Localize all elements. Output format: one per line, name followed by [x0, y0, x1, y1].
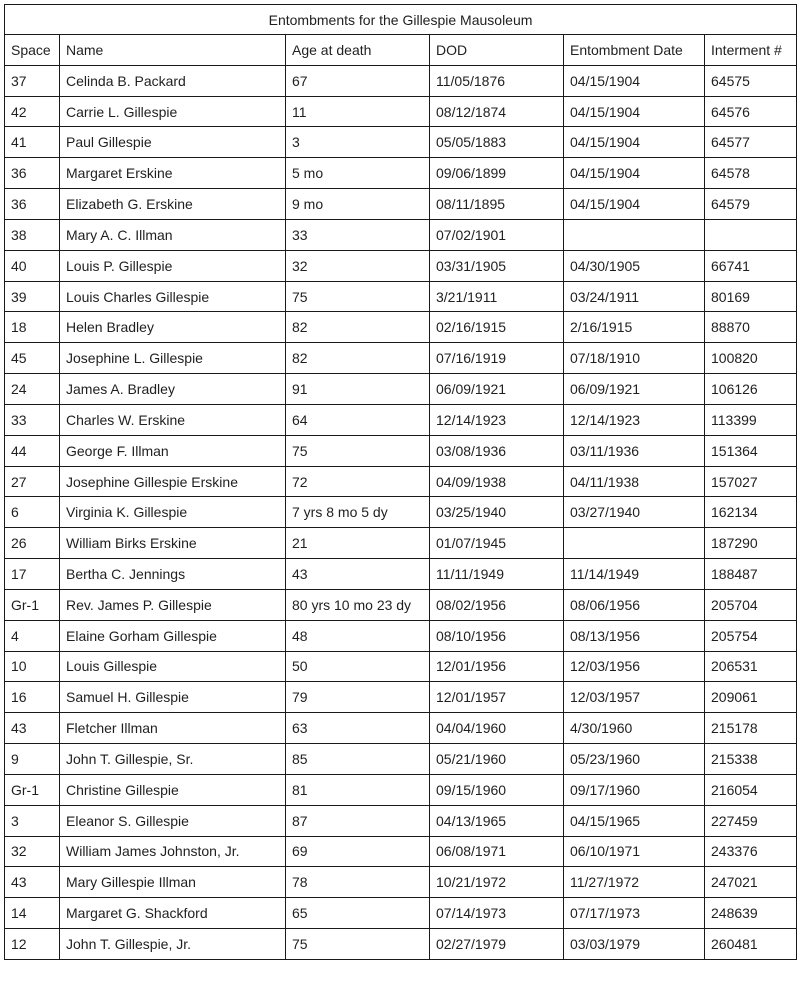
cell-space: 36 — [5, 189, 60, 220]
table-row — [5, 466, 797, 497]
cell-interment-number: 187290 — [705, 528, 797, 559]
entombment-sheet — [4, 4, 796, 960]
table-row — [5, 589, 797, 620]
cell-dod: 04/09/1938 — [430, 466, 564, 497]
cell-dod: 02/16/1915 — [430, 312, 564, 343]
cell-dod: 08/12/1874 — [430, 96, 564, 127]
cell-age-at-death: 32 — [286, 250, 430, 281]
cell-name: William Birks Erskine — [60, 528, 286, 559]
table-row — [5, 898, 797, 929]
column-header-interment-number: Interment # — [705, 35, 797, 66]
cell-dod: 09/15/1960 — [430, 774, 564, 805]
cell-interment-number: 209061 — [705, 682, 797, 713]
table-row — [5, 805, 797, 836]
cell-entombment-date: 4/30/1960 — [564, 713, 705, 744]
table-title: Entombments for the Gillespie Mausoleum — [5, 5, 797, 35]
cell-interment-number: 80169 — [705, 281, 797, 312]
cell-space: 33 — [5, 404, 60, 435]
column-header-dod: DOD — [430, 35, 564, 66]
entombment-table — [4, 4, 797, 960]
cell-dod: 03/08/1936 — [430, 435, 564, 466]
cell-space: 26 — [5, 528, 60, 559]
table-row — [5, 96, 797, 127]
cell-entombment-date: 03/11/1936 — [564, 435, 705, 466]
table-row — [5, 774, 797, 805]
cell-age-at-death: 81 — [286, 774, 430, 805]
cell-age-at-death: 75 — [286, 281, 430, 312]
cell-name: Celinda B. Packard — [60, 65, 286, 96]
cell-dod: 04/13/1965 — [430, 805, 564, 836]
cell-dod: 03/25/1940 — [430, 497, 564, 528]
table-row — [5, 435, 797, 466]
cell-space: 43 — [5, 713, 60, 744]
cell-dod: 05/05/1883 — [430, 127, 564, 158]
cell-space: 37 — [5, 65, 60, 96]
cell-interment-number — [705, 219, 797, 250]
cell-interment-number: 64575 — [705, 65, 797, 96]
cell-age-at-death: 11 — [286, 96, 430, 127]
cell-space: 41 — [5, 127, 60, 158]
cell-entombment-date — [564, 528, 705, 559]
cell-interment-number: 157027 — [705, 466, 797, 497]
cell-age-at-death: 82 — [286, 343, 430, 374]
cell-interment-number: 206531 — [705, 651, 797, 682]
table-row — [5, 559, 797, 590]
column-header-age-at-death: Age at death — [286, 35, 430, 66]
cell-dod: 11/11/1949 — [430, 559, 564, 590]
cell-dod: 03/31/1905 — [430, 250, 564, 281]
cell-space: 18 — [5, 312, 60, 343]
cell-entombment-date — [564, 219, 705, 250]
cell-interment-number: 243376 — [705, 836, 797, 867]
cell-space: 17 — [5, 559, 60, 590]
cell-name: Louis Charles Gillespie — [60, 281, 286, 312]
cell-entombment-date: 09/17/1960 — [564, 774, 705, 805]
cell-age-at-death: 43 — [286, 559, 430, 590]
cell-space: 9 — [5, 744, 60, 775]
cell-name: Virginia K. Gillespie — [60, 497, 286, 528]
table-row — [5, 744, 797, 775]
column-header-name: Name — [60, 35, 286, 66]
table-row — [5, 374, 797, 405]
cell-entombment-date: 11/27/1972 — [564, 867, 705, 898]
cell-dod: 08/11/1895 — [430, 189, 564, 220]
cell-name: George F. Illman — [60, 435, 286, 466]
cell-space: 4 — [5, 620, 60, 651]
table-body — [5, 65, 797, 959]
cell-space: 3 — [5, 805, 60, 836]
cell-entombment-date: 07/17/1973 — [564, 898, 705, 929]
cell-space: 38 — [5, 219, 60, 250]
cell-name: Helen Bradley — [60, 312, 286, 343]
cell-age-at-death: 3 — [286, 127, 430, 158]
cell-dod: 04/04/1960 — [430, 713, 564, 744]
cell-dod: 02/27/1979 — [430, 929, 564, 960]
cell-interment-number: 205754 — [705, 620, 797, 651]
cell-dod: 07/02/1901 — [430, 219, 564, 250]
cell-space: 36 — [5, 158, 60, 189]
cell-age-at-death: 7 yrs 8 mo 5 dy — [286, 497, 430, 528]
cell-dod: 11/05/1876 — [430, 65, 564, 96]
cell-age-at-death: 64 — [286, 404, 430, 435]
cell-space: 39 — [5, 281, 60, 312]
table-row — [5, 651, 797, 682]
cell-dod: 12/14/1923 — [430, 404, 564, 435]
cell-age-at-death: 72 — [286, 466, 430, 497]
table-row — [5, 250, 797, 281]
cell-dod: 06/09/1921 — [430, 374, 564, 405]
cell-name: Paul Gillespie — [60, 127, 286, 158]
cell-name: James A. Bradley — [60, 374, 286, 405]
cell-name: John T. Gillespie, Sr. — [60, 744, 286, 775]
cell-name: Josephine L. Gillespie — [60, 343, 286, 374]
cell-entombment-date: 04/15/1904 — [564, 127, 705, 158]
cell-name: Mary Gillespie Illman — [60, 867, 286, 898]
cell-age-at-death: 79 — [286, 682, 430, 713]
cell-dod: 01/07/1945 — [430, 528, 564, 559]
cell-space: 27 — [5, 466, 60, 497]
cell-dod: 06/08/1971 — [430, 836, 564, 867]
cell-interment-number: 260481 — [705, 929, 797, 960]
cell-entombment-date: 04/15/1904 — [564, 158, 705, 189]
cell-entombment-date: 11/14/1949 — [564, 559, 705, 590]
cell-entombment-date: 04/15/1904 — [564, 189, 705, 220]
table-row — [5, 158, 797, 189]
cell-age-at-death: 33 — [286, 219, 430, 250]
cell-interment-number: 88870 — [705, 312, 797, 343]
column-header-entombment-date: Entombment Date — [564, 35, 705, 66]
cell-name: Charles W. Erskine — [60, 404, 286, 435]
table-row — [5, 65, 797, 96]
cell-interment-number: 162134 — [705, 497, 797, 528]
cell-name: Samuel H. Gillespie — [60, 682, 286, 713]
cell-name: Bertha C. Jennings — [60, 559, 286, 590]
table-row — [5, 281, 797, 312]
cell-age-at-death: 85 — [286, 744, 430, 775]
cell-age-at-death: 80 yrs 10 mo 23 dy — [286, 589, 430, 620]
cell-entombment-date: 12/14/1923 — [564, 404, 705, 435]
cell-entombment-date: 03/27/1940 — [564, 497, 705, 528]
cell-space: 10 — [5, 651, 60, 682]
column-header-space: Space — [5, 35, 60, 66]
cell-entombment-date: 06/10/1971 — [564, 836, 705, 867]
cell-entombment-date: 07/18/1910 — [564, 343, 705, 374]
cell-interment-number: 64578 — [705, 158, 797, 189]
cell-age-at-death: 21 — [286, 528, 430, 559]
cell-dod: 08/10/1956 — [430, 620, 564, 651]
cell-space: 6 — [5, 497, 60, 528]
cell-interment-number: 247021 — [705, 867, 797, 898]
cell-entombment-date: 04/15/1904 — [564, 65, 705, 96]
cell-age-at-death: 48 — [286, 620, 430, 651]
cell-space: 44 — [5, 435, 60, 466]
cell-age-at-death: 91 — [286, 374, 430, 405]
table-row — [5, 620, 797, 651]
cell-name: Mary A. C. Illman — [60, 219, 286, 250]
cell-entombment-date: 03/03/1979 — [564, 929, 705, 960]
cell-dod: 12/01/1957 — [430, 682, 564, 713]
cell-space: Gr-1 — [5, 589, 60, 620]
cell-interment-number: 215338 — [705, 744, 797, 775]
cell-space: 43 — [5, 867, 60, 898]
cell-age-at-death: 75 — [286, 435, 430, 466]
cell-age-at-death: 78 — [286, 867, 430, 898]
cell-space: 45 — [5, 343, 60, 374]
cell-age-at-death: 87 — [286, 805, 430, 836]
cell-interment-number: 100820 — [705, 343, 797, 374]
cell-entombment-date: 12/03/1956 — [564, 651, 705, 682]
cell-entombment-date: 08/13/1956 — [564, 620, 705, 651]
cell-age-at-death: 75 — [286, 929, 430, 960]
cell-age-at-death: 9 mo — [286, 189, 430, 220]
cell-name: Carrie L. Gillespie — [60, 96, 286, 127]
cell-name: Elaine Gorham Gillespie — [60, 620, 286, 651]
cell-age-at-death: 65 — [286, 898, 430, 929]
cell-name: Louis P. Gillespie — [60, 250, 286, 281]
table-row — [5, 404, 797, 435]
cell-age-at-death: 5 mo — [286, 158, 430, 189]
cell-interment-number: 215178 — [705, 713, 797, 744]
table-header-row — [5, 35, 797, 66]
cell-name: Louis Gillespie — [60, 651, 286, 682]
table-row — [5, 343, 797, 374]
cell-name: Margaret G. Shackford — [60, 898, 286, 929]
cell-entombment-date: 06/09/1921 — [564, 374, 705, 405]
cell-age-at-death: 69 — [286, 836, 430, 867]
table-row — [5, 127, 797, 158]
cell-name: Elizabeth G. Erskine — [60, 189, 286, 220]
table-row — [5, 312, 797, 343]
table-row — [5, 836, 797, 867]
cell-dod: 12/01/1956 — [430, 651, 564, 682]
cell-entombment-date: 03/24/1911 — [564, 281, 705, 312]
cell-dod: 07/14/1973 — [430, 898, 564, 929]
cell-name: Josephine Gillespie Erskine — [60, 466, 286, 497]
cell-dod: 08/02/1956 — [430, 589, 564, 620]
cell-name: Christine Gillespie — [60, 774, 286, 805]
cell-space: 14 — [5, 898, 60, 929]
cell-interment-number: 216054 — [705, 774, 797, 805]
table-row — [5, 497, 797, 528]
cell-interment-number: 113399 — [705, 404, 797, 435]
cell-interment-number: 227459 — [705, 805, 797, 836]
cell-dod: 07/16/1919 — [430, 343, 564, 374]
cell-space: Gr-1 — [5, 774, 60, 805]
cell-space: 12 — [5, 929, 60, 960]
table-title-row — [5, 5, 797, 35]
cell-dod: 10/21/1972 — [430, 867, 564, 898]
cell-age-at-death: 67 — [286, 65, 430, 96]
table-row — [5, 528, 797, 559]
cell-interment-number: 188487 — [705, 559, 797, 590]
cell-entombment-date: 04/15/1904 — [564, 96, 705, 127]
cell-name: Eleanor S. Gillespie — [60, 805, 286, 836]
cell-entombment-date: 08/06/1956 — [564, 589, 705, 620]
cell-interment-number: 64577 — [705, 127, 797, 158]
cell-entombment-date: 05/23/1960 — [564, 744, 705, 775]
cell-dod: 05/21/1960 — [430, 744, 564, 775]
cell-interment-number: 64576 — [705, 96, 797, 127]
table-row — [5, 189, 797, 220]
cell-interment-number: 64579 — [705, 189, 797, 220]
cell-interment-number: 205704 — [705, 589, 797, 620]
cell-entombment-date: 04/15/1965 — [564, 805, 705, 836]
cell-interment-number: 66741 — [705, 250, 797, 281]
table-row — [5, 713, 797, 744]
table-row — [5, 682, 797, 713]
cell-entombment-date: 04/30/1905 — [564, 250, 705, 281]
cell-space: 24 — [5, 374, 60, 405]
cell-name: Margaret Erskine — [60, 158, 286, 189]
cell-space: 42 — [5, 96, 60, 127]
cell-dod: 09/06/1899 — [430, 158, 564, 189]
cell-age-at-death: 50 — [286, 651, 430, 682]
cell-age-at-death: 63 — [286, 713, 430, 744]
cell-space: 32 — [5, 836, 60, 867]
cell-name: Fletcher Illman — [60, 713, 286, 744]
cell-entombment-date: 12/03/1957 — [564, 682, 705, 713]
table-row — [5, 219, 797, 250]
cell-entombment-date: 04/11/1938 — [564, 466, 705, 497]
table-row — [5, 867, 797, 898]
cell-space: 16 — [5, 682, 60, 713]
cell-interment-number: 151364 — [705, 435, 797, 466]
cell-name: Rev. James P. Gillespie — [60, 589, 286, 620]
cell-dod: 3/21/1911 — [430, 281, 564, 312]
cell-interment-number: 106126 — [705, 374, 797, 405]
cell-name: William James Johnston, Jr. — [60, 836, 286, 867]
table-row — [5, 929, 797, 960]
cell-age-at-death: 82 — [286, 312, 430, 343]
cell-space: 40 — [5, 250, 60, 281]
cell-name: John T. Gillespie, Jr. — [60, 929, 286, 960]
cell-entombment-date: 2/16/1915 — [564, 312, 705, 343]
cell-interment-number: 248639 — [705, 898, 797, 929]
